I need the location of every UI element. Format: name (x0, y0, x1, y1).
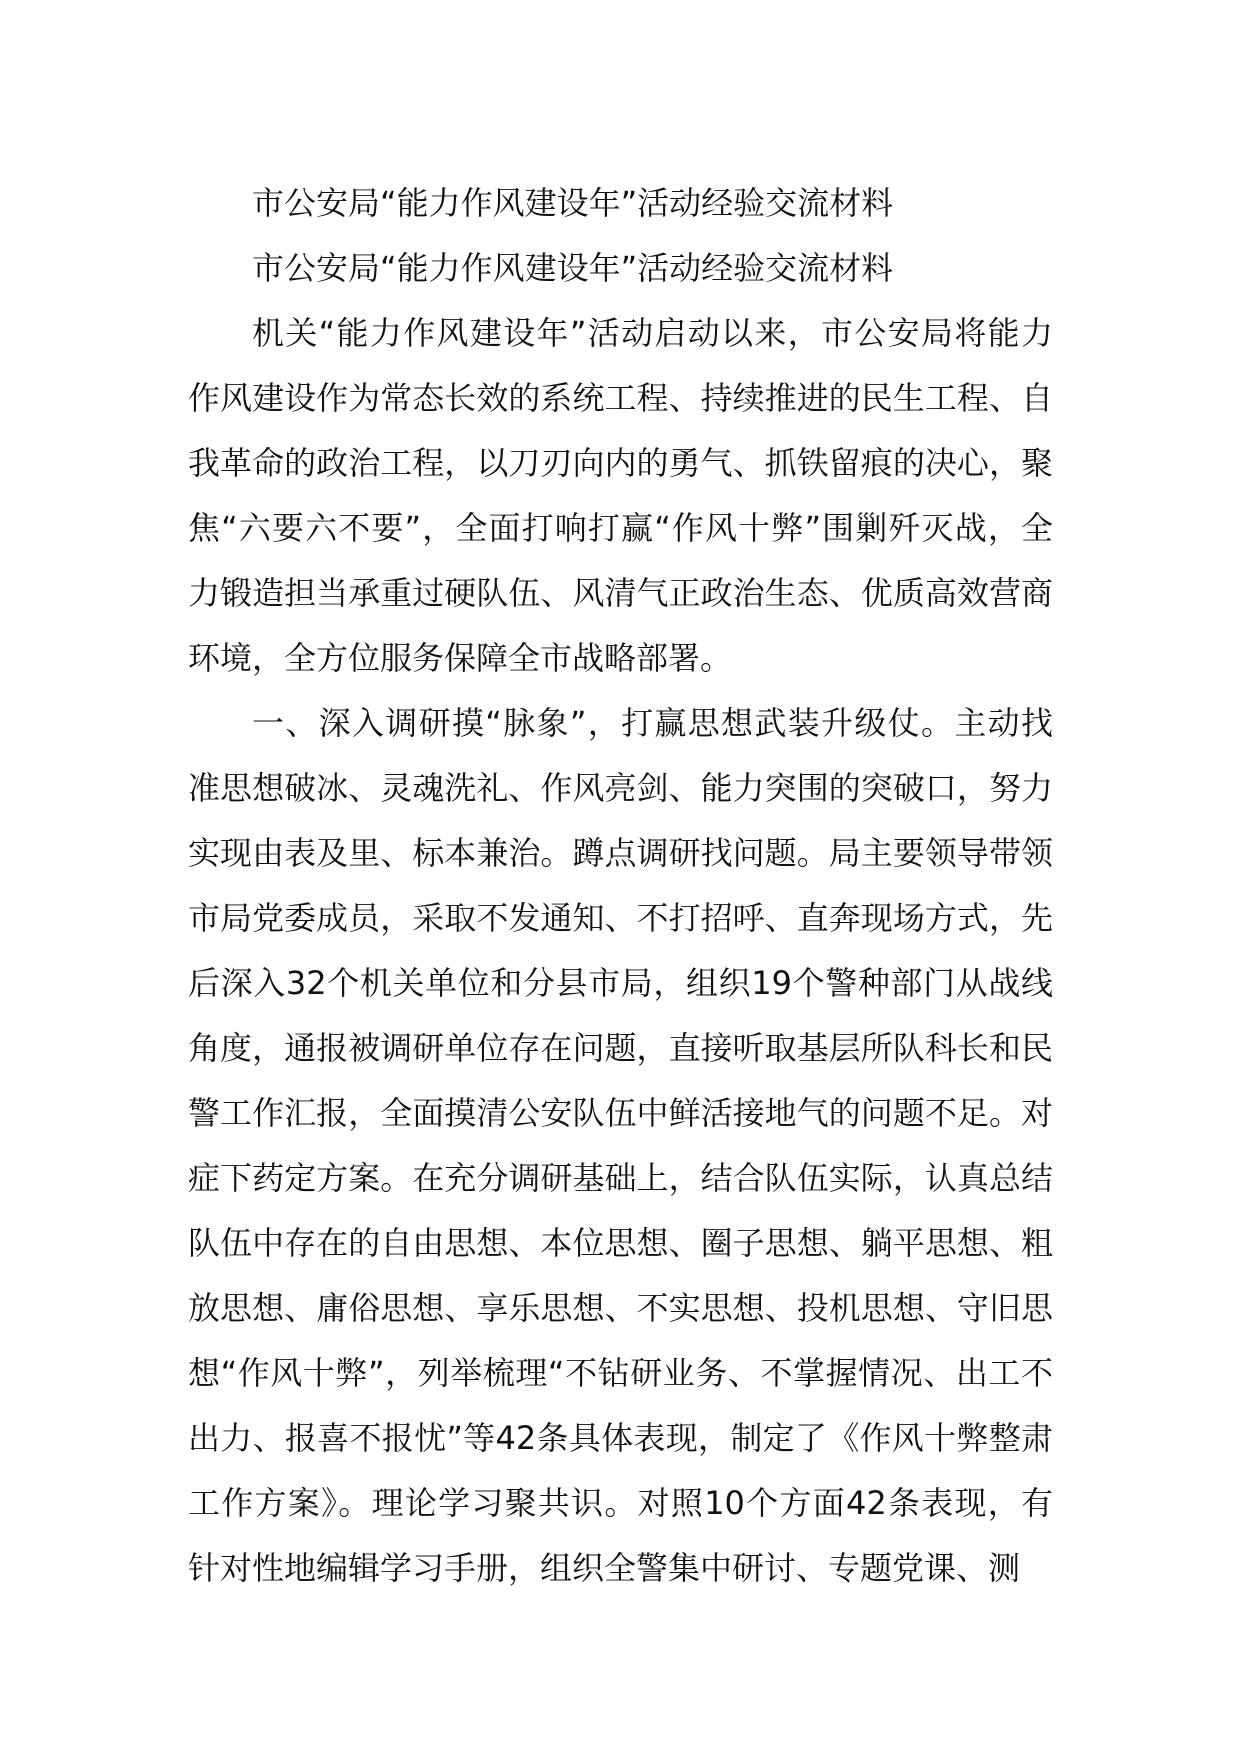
document-title: 市公安局“能力作风建设年”活动经验交流材料 (252, 184, 894, 222)
intro-paragraph: 机关“能力作风建设年”活动启动以来，市公安局将能力作风建设作为常态长效的系统工程、持续推进的民生工程、自我革命的政治工程，以刀刃向内的勇气、抓铁留痕的决心，聚焦“六要六不要”，全面打响打赢“作风十弊”围剿歼灭战，全力锻造担当承重过硬队伍、风清气正政治生态、优质高效营商环境，全方位服务保障全市战略部署。 (188, 314, 1053, 677)
document-title-repeat: 市公安局“能力作风建设年”活动经验交流材料 (252, 249, 894, 287)
section-one-paragraph: 一、深入调研摸“脉象”，打赢思想武装升级仗。主动找准思想破冰、灵魂洗礼、作风亮剑、能力突围的突破口，努力实现由表及里、标本兼治。蹲点调研找问题。局主要领导带领市局党委成员，采取不发通知、不打招呼、直奔现场方式，先后深入32个机关单位和分县市局，组织19个警种部门从战线角度，通报被调研单位存在问题，直接听取基层所队科长和民警工作汇报，全面摸清公安队伍中鲜活接地气的问题不足。对症下药定方案。在充分调研基础上，结合队伍实际，认真总结队伍中存在的自由思想、本位思想、圈子思想、躺平思想、粗放思想、庸俗思想、享乐思想、不实思想、投机思想、守旧思想“作风十弊”，列举梳理“不钻研业务、不掌握情况、出工不出力、报喜不报忧”等42条具体表现，制定了《作风十弊整肃工作方案》。理论学习聚共识。对照10个方面42条表现，有针对性地编辑学习手册，组织全警集中研讨、专题党课、测 (188, 704, 1053, 1587)
document-body (188, 171, 1053, 1601)
